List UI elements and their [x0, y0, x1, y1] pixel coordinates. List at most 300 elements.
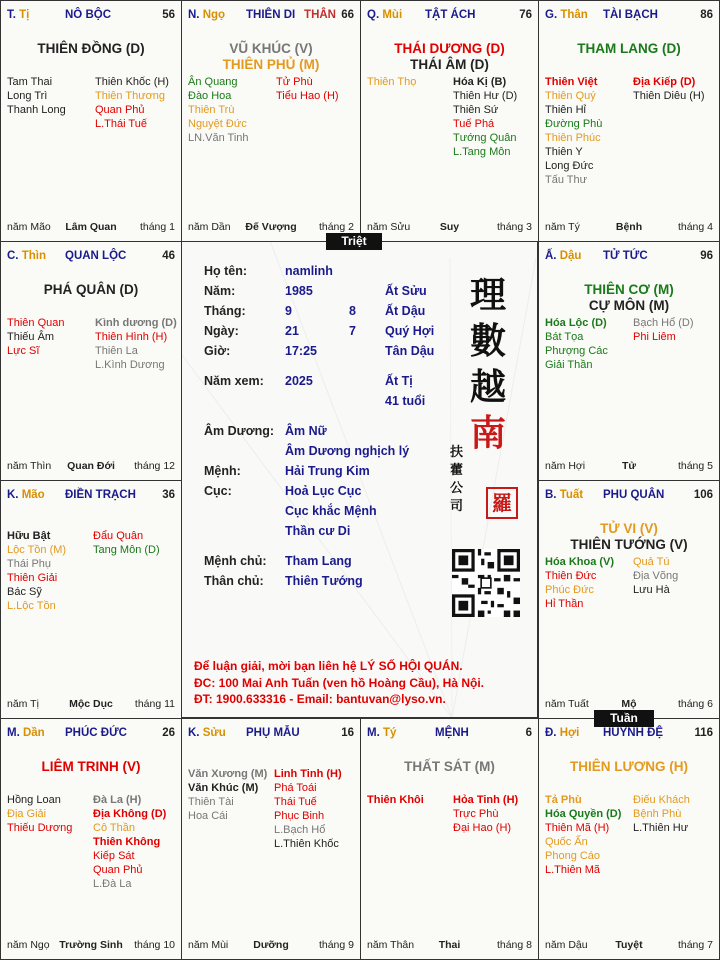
minor-star: Tiểu Hao (H) — [276, 90, 339, 102]
minor-star: Thiên Quan — [7, 317, 65, 329]
palace-branch — [367, 727, 396, 739]
value-cuc-3: Thần cư Di — [285, 524, 351, 538]
minor-stars-right — [633, 793, 690, 835]
minor-stars-right — [276, 75, 339, 103]
value-thang: 9 — [285, 304, 292, 318]
palace-header — [367, 9, 532, 25]
month-label: tháng 1 — [139, 221, 175, 233]
palace-branch — [7, 727, 45, 739]
minor-star: Thiên Quý — [545, 90, 596, 102]
minor-stars-right — [274, 767, 342, 851]
minor-star: Thanh Long — [7, 104, 66, 116]
minor-star: Thiên Hình (H) — [95, 331, 168, 343]
year-label: năm Hợi — [545, 460, 586, 472]
minor-star: L.Thiên Mã — [545, 864, 601, 876]
trang-sinh: Thai — [438, 939, 461, 951]
year-label: năm Tuất — [545, 698, 589, 710]
palace-branch — [7, 250, 46, 262]
value-ngay: 21 — [285, 324, 299, 338]
minor-star: Thiên Hư (D) — [453, 90, 518, 102]
palace-branch — [188, 727, 226, 739]
palace-name: HUYNH ĐỆ — [603, 727, 664, 739]
qr-code[interactable] — [452, 549, 520, 617]
heavenly-stem: N. — [188, 9, 200, 21]
palace-header — [188, 9, 354, 25]
main-star: THIÊN TƯỚNG (V) — [570, 537, 688, 552]
value-namxem-can: Ất Tị — [385, 374, 413, 388]
palace-header — [7, 727, 175, 743]
minor-star: Hỏa Tinh (H) — [453, 794, 519, 806]
minor-star: Đà La (H) — [93, 794, 142, 806]
label-menhchu: Mệnh chủ: — [204, 554, 267, 568]
earthly-branch: Dần — [22, 727, 45, 739]
minor-star: Thiên Tài — [188, 796, 234, 808]
month-label: tháng 7 — [677, 939, 713, 951]
label-gio: Giờ: — [204, 344, 231, 358]
calligraphy-title — [470, 272, 506, 456]
year-label: năm Thìn — [7, 460, 52, 472]
minor-stars-right — [453, 793, 518, 835]
palace-footer — [545, 939, 713, 953]
minor-stars-left — [188, 75, 249, 145]
minor-stars-right — [633, 316, 694, 344]
month-label: tháng 9 — [318, 939, 354, 951]
year-label: năm Thân — [367, 939, 415, 951]
label-namxem: Năm xem: — [204, 374, 264, 388]
earthly-branch: Mùi — [382, 9, 403, 21]
minor-star: Giải Thần — [545, 359, 593, 371]
minor-star: Thiên Đức — [545, 570, 597, 582]
month-label: tháng 11 — [134, 698, 175, 710]
minor-star: Trực Phù — [453, 808, 499, 820]
minor-stars-left — [545, 555, 614, 611]
earthly-branch: Dậu — [559, 250, 582, 262]
value-cuc-2: Cục khắc Mệnh — [285, 504, 377, 518]
value-menhchu: Tham Lang — [285, 554, 352, 568]
trang-sinh: Trường Sinh — [59, 939, 123, 951]
palace-footer — [367, 221, 532, 235]
value-cuc: Hoả Lục Cục — [285, 484, 362, 498]
heavenly-stem: B. — [545, 489, 557, 501]
value-menh: Hải Trung Kim — [285, 464, 370, 478]
minor-stars-right — [453, 75, 517, 159]
palace-age: 96 — [700, 250, 713, 262]
callig-small-char: 扶 — [450, 445, 464, 460]
contact-line-1: Để luận giải, mời bạn liên hệ LÝ SỐ HỘI QUÁN. — [194, 659, 463, 673]
earthly-branch: Hợi — [559, 727, 580, 739]
palace-name: NÔ BỘC — [65, 9, 111, 21]
minor-star: Điếu Khách — [633, 794, 690, 806]
palace-footer — [545, 460, 713, 474]
minor-star: Kình dương (D) — [95, 317, 177, 329]
minor-star: Lưu Hà — [633, 584, 670, 596]
minor-star: L.Lộc Tồn — [7, 600, 56, 612]
value-amduong: Âm Nữ — [285, 424, 327, 438]
minor-star: Long Trì — [7, 90, 48, 102]
trang-sinh: Lâm Quan — [65, 221, 117, 233]
palace-header — [7, 250, 175, 266]
minor-star: Phượng Các — [545, 345, 608, 357]
minor-star: Thiên Việt — [545, 76, 598, 88]
heavenly-stem: G. — [545, 9, 558, 21]
minor-star: Hồng Loan — [7, 794, 61, 806]
main-star: TỬ VI (V) — [600, 521, 658, 536]
month-label: tháng 12 — [134, 460, 175, 472]
minor-star: L.Đà La — [93, 878, 132, 890]
main-star: THIÊN CƠ (M) — [584, 282, 674, 297]
palace-name: ĐIỀN TRẠCH — [65, 489, 136, 501]
palace-branch — [7, 489, 45, 501]
value-namxem: 2025 — [285, 374, 313, 388]
minor-star: Đẩu Quân — [93, 530, 144, 542]
callig-char: 數 — [470, 320, 507, 362]
palace-footer — [7, 939, 175, 953]
tuan-tag: Tuần — [594, 710, 654, 727]
palace-age: 66 — [341, 9, 354, 21]
year-label: năm Dậu — [545, 939, 588, 951]
earthly-branch: Thân — [560, 9, 588, 21]
palace-header — [7, 9, 175, 25]
minor-star: Thiên Phúc — [545, 132, 601, 144]
minor-star: Tam Thai — [7, 76, 53, 88]
label-ngay: Ngày: — [204, 324, 239, 338]
minor-star: L.Thiên Khốc — [274, 838, 339, 850]
callig-char: 越 — [470, 366, 507, 408]
trang-sinh: Bệnh — [615, 221, 643, 233]
earthly-branch: Sửu — [202, 727, 226, 739]
main-star: CỰ MÔN (M) — [588, 298, 670, 313]
minor-star: Quan Phủ — [93, 864, 143, 876]
minor-star: Đường Phù — [545, 118, 603, 130]
calligraphy-sub — [450, 444, 463, 516]
minor-star: Nguyệt Đức — [188, 118, 247, 130]
palace-mui — [360, 0, 539, 242]
heavenly-stem: K. — [7, 489, 19, 501]
palace-header — [545, 250, 713, 266]
minor-star: Thái Tuế — [274, 796, 317, 808]
palace-thin — [0, 241, 182, 481]
label-menh: Mệnh: — [204, 464, 241, 478]
earthly-branch: Tý — [382, 727, 397, 739]
heavenly-stem: C. — [7, 250, 19, 262]
minor-star: LN.Văn Tinh — [188, 132, 249, 144]
palace-header — [367, 727, 532, 743]
contact-line-3[interactable]: ĐT: 1900.633316 - Email: bantuvan@lyso.vn. — [194, 692, 446, 706]
month-label: tháng 2 — [318, 221, 354, 233]
minor-star: Phong Cáo — [545, 850, 601, 862]
minor-star: Thiên Thương — [95, 90, 166, 102]
minor-stars-right — [93, 793, 166, 891]
palace-age: 6 — [525, 727, 532, 739]
palace-name: PHỤ MẪU — [246, 727, 300, 739]
palace-footer — [545, 221, 713, 235]
minor-star: Linh Tinh (H) — [274, 768, 342, 780]
value-thang-can: Ất Dậu — [385, 304, 426, 318]
minor-star: Thiên Sứ — [453, 104, 499, 116]
minor-star: Thiên Thọ — [367, 76, 417, 88]
minor-star: L.Kình Dương — [95, 359, 165, 371]
minor-stars-left — [7, 75, 66, 117]
palace-branch — [188, 9, 225, 21]
main-star: PHÁ QUÂN (D) — [43, 282, 139, 297]
palace-name: QUAN LỘC — [65, 250, 127, 262]
earthly-branch: Thìn — [21, 250, 46, 262]
palace-footer — [7, 221, 175, 235]
minor-star: Hoa Cái — [188, 810, 228, 822]
minor-star: Phi Liêm — [633, 331, 676, 343]
earthly-branch: Ngọ — [202, 9, 226, 21]
minor-star: Bát Tọa — [545, 331, 584, 343]
minor-star: Địa Giải — [7, 808, 47, 820]
minor-stars-left — [7, 316, 64, 358]
main-star: THÁI ÂM (D) — [410, 57, 489, 72]
minor-star: Bệnh Phù — [633, 808, 682, 820]
minor-star: Địa Võng — [633, 570, 679, 582]
red-seal: 羅 — [486, 487, 518, 519]
heavenly-stem: M. — [367, 727, 380, 739]
palace-name: MỆNH — [435, 727, 469, 739]
palace-hoi — [538, 718, 720, 960]
minor-star: Địa Không (D) — [93, 808, 167, 820]
palace-name: TÀI BẠCH — [603, 9, 658, 21]
palace-age: 86 — [700, 9, 713, 21]
minor-star: Tấu Thư — [545, 174, 588, 186]
palace-age: 76 — [519, 9, 532, 21]
minor-star: Thiên Y — [545, 146, 583, 158]
palace-header — [545, 489, 713, 505]
minor-stars-left — [545, 316, 608, 372]
value-nam: 1985 — [285, 284, 313, 298]
minor-star: Văn Khúc (M) — [188, 782, 259, 794]
palace-ngo — [181, 0, 361, 242]
main-star: THIÊN ĐỒNG (D) — [37, 41, 145, 56]
minor-stars-right — [95, 316, 177, 372]
palace-age: 106 — [693, 489, 713, 501]
minor-star: Hóa Khoa (V) — [545, 556, 615, 568]
minor-stars-right — [95, 75, 169, 131]
minor-star: L.Bạch Hổ — [274, 824, 326, 836]
palace-age: 56 — [162, 9, 175, 21]
than-marker: THÂN — [304, 9, 336, 21]
minor-stars-left — [367, 75, 416, 89]
month-label: tháng 3 — [496, 221, 532, 233]
palace-branch — [545, 250, 581, 262]
minor-star: Thiên Hỉ — [545, 104, 586, 116]
month-label: tháng 6 — [677, 698, 713, 710]
palace-header — [545, 727, 713, 743]
callig-small-char: 司 — [450, 499, 464, 514]
value-gio: 17:25 — [285, 344, 317, 358]
minor-stars-right — [93, 529, 160, 557]
minor-star: Thiên Trù — [188, 104, 235, 116]
minor-star: Thiếu Âm — [7, 331, 55, 343]
center-info-panel — [181, 241, 538, 718]
minor-star: Long Đức — [545, 160, 594, 172]
label-hoten: Họ tên: — [204, 264, 248, 278]
heavenly-stem: Q. — [367, 9, 380, 21]
minor-star: Quan Phủ — [95, 104, 145, 116]
main-star: THIÊN PHỦ (M) — [222, 57, 320, 72]
trang-sinh: Tuyệt — [615, 939, 643, 951]
minor-star: Hữu Bật — [7, 530, 51, 542]
minor-stars-left — [545, 793, 621, 877]
palace-than — [538, 0, 720, 242]
minor-star: Tuế Phá — [453, 118, 495, 130]
minor-star: Hóa Lộc (D) — [545, 317, 607, 329]
value-gio-can: Tân Dậu — [385, 344, 435, 358]
palace-branch — [545, 489, 583, 501]
minor-star: Hóa Kị (B) — [453, 76, 507, 88]
palace-dau — [538, 241, 720, 481]
callig-char: 理 — [470, 274, 507, 316]
minor-star: Lộc Tồn (M) — [7, 544, 67, 556]
palace-name: TẬT ÁCH — [425, 9, 476, 21]
value-thanchu: Thiên Tướng — [285, 574, 363, 588]
callig-small-char: 藿 — [450, 463, 464, 478]
palace-tuat — [538, 480, 720, 719]
triet-tag: Triệt — [326, 233, 382, 250]
minor-star: Tang Môn (D) — [93, 544, 160, 556]
year-label: năm Mão — [7, 221, 51, 233]
minor-stars-left — [7, 793, 72, 835]
minor-star: Thiên Khốc (H) — [95, 76, 169, 88]
minor-star: Phúc Đức — [545, 584, 594, 596]
palace-suu — [181, 718, 361, 960]
year-label: năm Tị — [7, 698, 39, 710]
year-label: năm Ngọ — [7, 939, 50, 951]
value-thang-am: 8 — [349, 304, 356, 318]
minor-star: Tử Phù — [276, 76, 313, 88]
minor-stars-left — [7, 529, 66, 613]
main-star: THẤT SÁT (M) — [404, 759, 495, 774]
palace-mao — [0, 480, 182, 719]
palace-age: 116 — [694, 727, 713, 739]
minor-stars-left — [367, 793, 424, 807]
trang-sinh: Đế Vượng — [245, 221, 297, 233]
year-label: năm Tý — [545, 221, 580, 233]
value-ngay-am: 7 — [349, 324, 356, 338]
heavenly-stem: Ấ. — [545, 250, 557, 262]
minor-star: Thiên Khôi — [367, 794, 424, 806]
minor-stars-right — [633, 555, 678, 597]
trang-sinh: Quan Đới — [67, 460, 115, 472]
trang-sinh: Tử — [621, 460, 637, 472]
minor-star: Quốc Ấn — [545, 836, 588, 848]
minor-star: Thiên Mã (H) — [545, 822, 610, 834]
main-star: VŨ KHÚC (V) — [229, 41, 313, 56]
palace-branch — [7, 9, 29, 21]
palace-ti — [0, 0, 182, 242]
minor-star: Văn Xương (M) — [188, 768, 268, 780]
palace-footer — [188, 939, 354, 953]
minor-star: Hóa Quyền (D) — [545, 808, 622, 820]
minor-star: Phục Binh — [274, 810, 325, 822]
minor-star: Ân Quang — [188, 76, 238, 88]
minor-star: Thiên Giải — [7, 572, 58, 584]
minor-star: L.Thiên Hư — [633, 822, 689, 834]
palace-branch — [545, 9, 588, 21]
value-tuoi: 41 tuổi — [385, 394, 426, 408]
trang-sinh: Dưỡng — [253, 939, 289, 951]
month-label: tháng 8 — [496, 939, 532, 951]
minor-star: Thiên Diêu (H) — [633, 90, 705, 102]
year-label: năm Sửu — [367, 221, 411, 233]
minor-star: Thiếu Dương — [7, 822, 73, 834]
month-label: tháng 10 — [134, 939, 175, 951]
minor-star: Hỉ Thần — [545, 598, 584, 610]
contact-line-2: ĐC: 100 Mai Anh Tuấn (ven hồ Hoàng Cầu), Hà Nội. — [194, 676, 485, 690]
palace-footer — [367, 939, 532, 953]
value-hoten: namlinh — [285, 264, 333, 278]
minor-star: Thiên Không — [93, 836, 161, 848]
minor-star: Tả Phù — [545, 794, 582, 806]
label-thang: Tháng: — [204, 304, 246, 318]
trang-sinh: Mộc Dục — [69, 698, 113, 710]
palace-name: PHU QUÂN — [603, 489, 665, 501]
palace-header — [7, 489, 175, 505]
minor-star: L.Thái Tuế — [95, 118, 147, 130]
trang-sinh: Mộ — [621, 698, 637, 710]
main-star: LIÊM TRINH (V) — [41, 759, 141, 774]
minor-star: Cô Thần — [93, 822, 135, 834]
value-ngay-can: Quý Hợi — [385, 324, 435, 338]
minor-stars-left — [545, 75, 602, 187]
label-cuc: Cục: — [204, 484, 232, 498]
label-thanchu: Thân chủ: — [204, 574, 264, 588]
value-amduong-2: Âm Dương nghịch lý — [285, 444, 410, 458]
main-star: THÁI DƯƠNG (D) — [394, 41, 505, 56]
main-star: THAM LANG (D) — [577, 41, 681, 56]
palace-branch — [545, 727, 579, 739]
label-nam: Năm: — [204, 284, 236, 298]
palace-header — [188, 727, 354, 743]
minor-star: Bác Sỹ — [7, 586, 42, 598]
earthly-branch: Mão — [21, 489, 45, 501]
minor-star: Lực Sĩ — [7, 345, 40, 357]
trang-sinh: Suy — [439, 221, 460, 233]
minor-star: Thái Phụ — [7, 558, 52, 570]
palace-name: PHÚC ĐỨC — [65, 727, 127, 739]
minor-star: Quả Tú — [633, 556, 670, 568]
earthly-branch: Tị — [19, 9, 30, 21]
minor-star: Đào Hoa — [188, 90, 232, 102]
palace-age: 46 — [162, 250, 175, 262]
callig-small-char: 公 — [450, 481, 464, 496]
palace-age: 36 — [162, 489, 175, 501]
main-star: THIÊN LƯƠNG (H) — [570, 759, 688, 774]
palace-name: TỬ TỨC — [603, 250, 648, 262]
palace-age: 16 — [341, 727, 354, 739]
minor-star: Tướng Quân — [453, 132, 517, 144]
palace-name: THIÊN DI — [246, 9, 296, 21]
year-label: năm Mùi — [188, 939, 229, 951]
minor-star: Bạch Hổ (D) — [633, 317, 694, 329]
minor-star: L.Tang Môn — [453, 146, 511, 158]
minor-star: Thiên La — [95, 345, 138, 357]
label-amduong: Âm Dương: — [204, 424, 275, 438]
callig-char: 南 — [470, 412, 507, 454]
minor-star: Kiếp Sát — [93, 850, 135, 862]
month-label: tháng 5 — [677, 460, 713, 472]
palace-footer — [7, 460, 175, 474]
minor-star: Đại Hao (H) — [453, 822, 512, 834]
palace-dan — [0, 718, 182, 960]
year-label: năm Dần — [188, 221, 231, 233]
minor-stars-left — [188, 767, 267, 823]
palace-ty — [360, 718, 539, 960]
minor-stars-right — [633, 75, 705, 103]
heavenly-stem: K. — [188, 727, 200, 739]
